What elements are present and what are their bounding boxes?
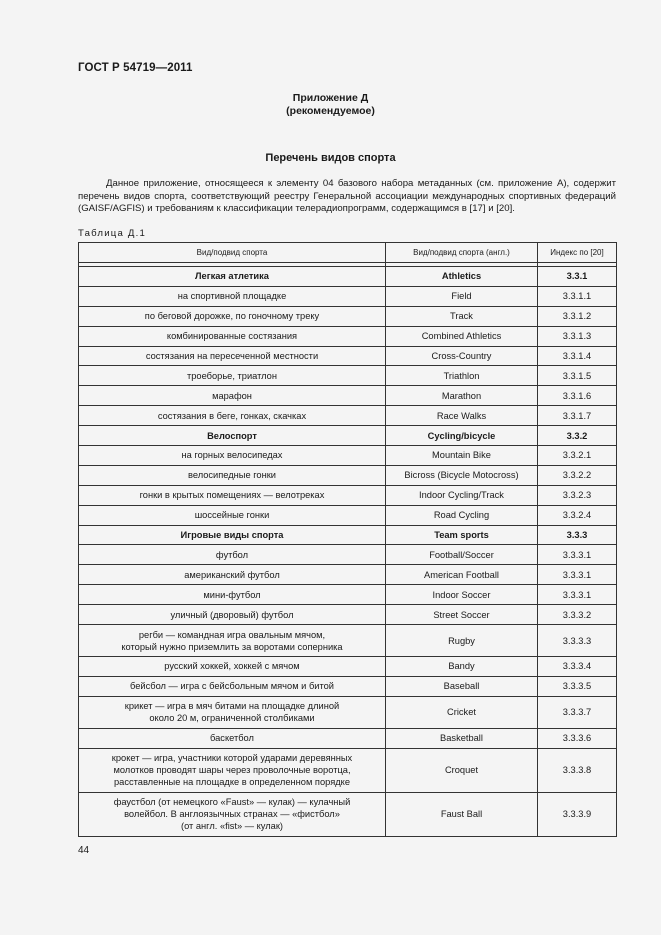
appendix-status: (рекомендуемое) [286, 105, 375, 117]
cell-sport-ru: по беговой дорожке, по гоночному треку [79, 306, 386, 326]
cell-index: 3.3.3.6 [538, 728, 617, 748]
cell-sport-ru: регби — командная игра овальным мячом, который нужно приземлить за воротами соперника [79, 625, 386, 657]
cell-index: 3.3.1.6 [538, 386, 617, 406]
section-title: Перечень видов спорта [265, 152, 396, 164]
cell-index: 3.3.2.4 [538, 505, 617, 525]
table-row [79, 366, 617, 386]
cell-sport-en: Street Soccer [386, 605, 538, 625]
cell-sport-en: Marathon [386, 386, 538, 406]
table-row [79, 406, 617, 426]
cell-sport-en: Race Walks [386, 406, 538, 426]
cell-sport-en: Cycling/bicycle [386, 426, 538, 446]
cell-sport-ru: мини-футбол [79, 585, 386, 605]
cell-index: 3.3.1 [538, 267, 617, 287]
cell-sport-en: Field [386, 286, 538, 306]
cell-sport-ru: велосипедные гонки [79, 465, 386, 485]
cell-index: 3.3.1.2 [538, 306, 617, 326]
cell-sport-ru: русский хоккей, хоккей с мячом [79, 657, 386, 677]
cell-sport-en: Football/Soccer [386, 545, 538, 565]
cell-sport-ru: марафон [79, 386, 386, 406]
cell-index: 3.3.3.5 [538, 676, 617, 696]
cell-sport-en: Croquet [386, 748, 538, 792]
table-group-row [79, 525, 617, 545]
cell-sport-en: American Football [386, 565, 538, 585]
cell-index: 3.3.3.1 [538, 565, 617, 585]
page-number: 44 [78, 845, 90, 856]
column-header-en: Вид/подвид спорта (англ.) [386, 243, 538, 263]
table-row [79, 306, 617, 326]
cell-sport-ru: американский футбол [79, 565, 386, 585]
table-row [79, 748, 617, 792]
table-row [79, 585, 617, 605]
cell-sport-ru: троеборье, триатлон [79, 366, 386, 386]
cell-sport-en: Team sports [386, 525, 538, 545]
cell-index: 3.3.1.4 [538, 346, 617, 366]
table-group-row [79, 267, 617, 287]
table-caption: Таблица Д.1 [78, 228, 146, 239]
sports-table [78, 242, 617, 837]
cell-index: 3.3.3.1 [538, 585, 617, 605]
cell-sport-en: Indoor Cycling/Track [386, 485, 538, 505]
cell-sport-ru: комбинированные состязания [79, 326, 386, 346]
cell-index: 3.3.1.5 [538, 366, 617, 386]
table-header-row [79, 243, 617, 263]
cell-sport-en: Track [386, 306, 538, 326]
cell-index: 3.3.1.1 [538, 286, 617, 306]
cell-index: 3.3.3.9 [538, 792, 617, 836]
cell-index: 3.3.3 [538, 525, 617, 545]
cell-sport-en: Road Cycling [386, 505, 538, 525]
table-row [79, 676, 617, 696]
table-row [79, 346, 617, 366]
table-row [79, 485, 617, 505]
cell-sport-ru: Велоспорт [79, 426, 386, 446]
intro-paragraph: Данное приложение, относящееся к элементу 04 базового набора метаданных (см. приложение А), содержит перечень видов спорта, соответствующий реестру Генеральной ассоциации международных спортивных федераций (GAISF/AGFIS) и требованиям к классификации телерадиопрограмм, содержащимся в [17] и [20]. [78, 178, 616, 215]
cell-sport-ru: на спортивной площадке [79, 286, 386, 306]
cell-sport-ru: фаустбол (от немецкого «Faust» — кулак) — кулачный волейбол. В англоязычных странах — «фистбол» (от англ. «fist» — кулак) [79, 792, 386, 836]
appendix-title [0, 92, 661, 118]
table-row [79, 565, 617, 585]
cell-sport-en: Combined Athletics [386, 326, 538, 346]
column-header-index: Индекс по [20] [538, 243, 617, 263]
cell-sport-en: Mountain Bike [386, 446, 538, 466]
table-row [79, 696, 617, 728]
table-row [79, 505, 617, 525]
table-group-row [79, 426, 617, 446]
cell-sport-ru: уличный (дворовый) футбол [79, 605, 386, 625]
table-row [79, 728, 617, 748]
cell-sport-en: Indoor Soccer [386, 585, 538, 605]
cell-sport-en: Cross-Country [386, 346, 538, 366]
cell-index: 3.3.3.3 [538, 625, 617, 657]
cell-index: 3.3.2.2 [538, 465, 617, 485]
cell-sport-ru: шоссейные гонки [79, 505, 386, 525]
cell-sport-ru: футбол [79, 545, 386, 565]
table-row [79, 465, 617, 485]
cell-sport-ru: гонки в крытых помещениях — велотреках [79, 485, 386, 505]
cell-index: 3.3.1.3 [538, 326, 617, 346]
cell-index: 3.3.2.1 [538, 446, 617, 466]
table-row [79, 545, 617, 565]
table-body [79, 267, 617, 837]
document-id: ГОСТ Р 54719—2011 [78, 62, 193, 74]
cell-sport-en: Rugby [386, 625, 538, 657]
cell-sport-en: Bicross (Bicycle Motocross) [386, 465, 538, 485]
cell-index: 3.3.3.1 [538, 545, 617, 565]
cell-sport-ru: Игровые виды спорта [79, 525, 386, 545]
cell-sport-ru: Легкая атлетика [79, 267, 386, 287]
table-row [79, 792, 617, 836]
cell-sport-ru: состязания в беге, гонках, скачках [79, 406, 386, 426]
table-row [79, 657, 617, 677]
table-row [79, 446, 617, 466]
column-header-ru: Вид/подвид спорта [79, 243, 386, 263]
cell-index: 3.3.3.2 [538, 605, 617, 625]
cell-sport-ru: крикет — игра в мяч битами на площадке длиной около 20 м, ограниченной столбиками [79, 696, 386, 728]
cell-sport-en: Baseball [386, 676, 538, 696]
cell-sport-ru: состязания на пересеченной местности [79, 346, 386, 366]
cell-index: 3.3.2 [538, 426, 617, 446]
cell-sport-en: Faust Ball [386, 792, 538, 836]
table-row [79, 605, 617, 625]
cell-sport-ru: на горных велосипедах [79, 446, 386, 466]
cell-sport-ru: крокет — игра, участники которой ударами деревянных молотков проводят шары через проволочные воротца, расставленные на площадке в определенном порядке [79, 748, 386, 792]
table-row [79, 286, 617, 306]
cell-sport-en: Triathlon [386, 366, 538, 386]
cell-index: 3.3.3.4 [538, 657, 617, 677]
cell-index: 3.3.3.8 [538, 748, 617, 792]
cell-sport-en: Athletics [386, 267, 538, 287]
cell-sport-en: Cricket [386, 696, 538, 728]
cell-index: 3.3.2.3 [538, 485, 617, 505]
appendix-name: Приложение Д [292, 92, 369, 104]
cell-sport-ru: баскетбол [79, 728, 386, 748]
table-row [79, 625, 617, 657]
cell-index: 3.3.1.7 [538, 406, 617, 426]
table-row [79, 326, 617, 346]
cell-sport-en: Basketball [386, 728, 538, 748]
cell-index: 3.3.3.7 [538, 696, 617, 728]
cell-sport-en: Bandy [386, 657, 538, 677]
table-row [79, 386, 617, 406]
cell-sport-ru: бейсбол — игра с бейсбольным мячом и битой [79, 676, 386, 696]
